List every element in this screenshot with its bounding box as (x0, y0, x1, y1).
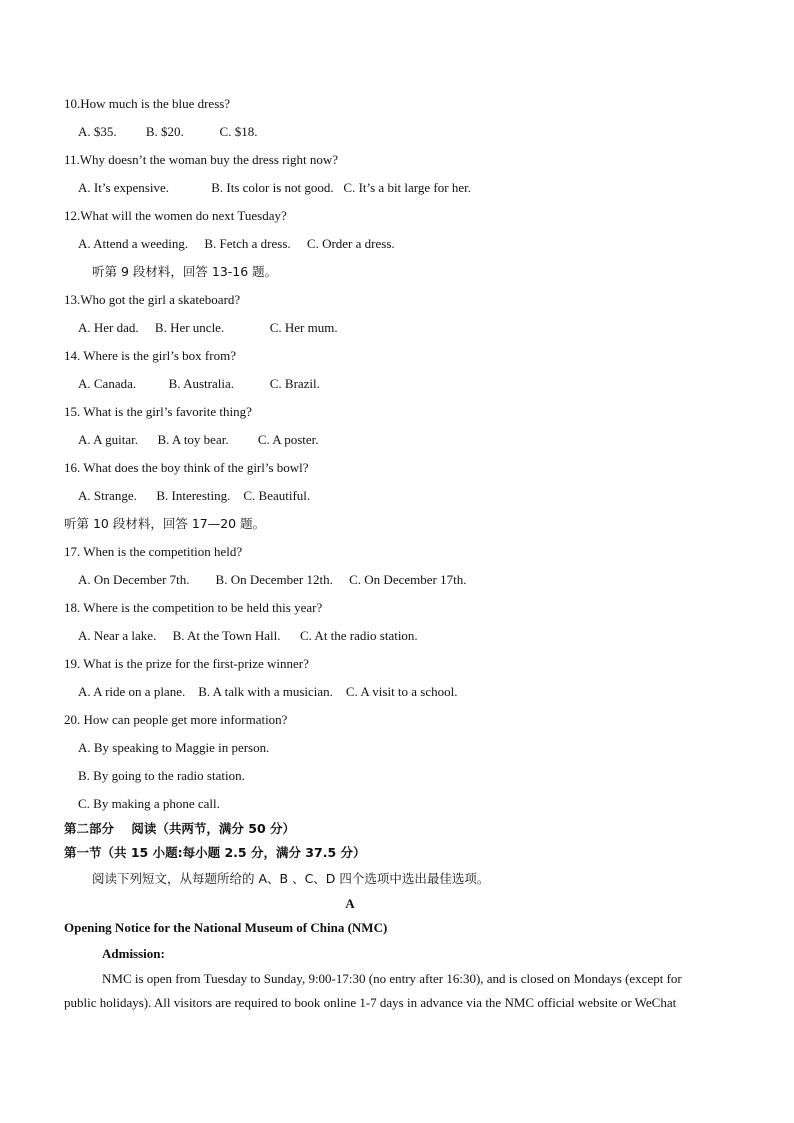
q16-options: A. Strange. B. Interesting. C. Beautiful. (78, 488, 311, 503)
section10-instruction: 听第 10 段材料，回答 17—20 题。 (64, 516, 266, 531)
admission-subheading: Admission: (102, 946, 165, 961)
passage-line-2: public holidays). All visitors are required to book online 1-7 days in advance via the NMC official website or WeChat (64, 995, 677, 1010)
q20-option-a: A. By speaking to Maggie in person. (78, 740, 270, 755)
q15-stem: 15. What is the girl’s favorite thing? (64, 404, 252, 419)
q20-stem: 20. How can people get more information? (64, 712, 288, 727)
reading-instruction: 阅读下列短文，从每题所给的 A、B 、C、D 四个选项中选出最佳选项。 (92, 871, 490, 886)
q12-options: A. Attend a weeding. B. Fetch a dress. C. Order a dress. (78, 236, 395, 251)
passage-line-1: NMC is open from Tuesday to Sunday, 9:00-17:30 (no entry after 16:30), and is closed on Mondays (except for (102, 971, 682, 986)
q13-stem: 13.Who got the girl a skateboard? (64, 292, 241, 307)
q15-options: A. A guitar. B. A toy bear. C. A poster. (78, 432, 319, 447)
q13-options: A. Her dad. B. Her uncle. C. Her mum. (78, 320, 338, 335)
q20-option-b: B. By going to the radio station. (78, 768, 245, 783)
q19-options: A. A ride on a plane. B. A talk with a musician. C. A visit to a school. (78, 684, 458, 699)
part2-heading: 第二部分 阅读（共两节，满分 50 分） (64, 821, 296, 836)
q11-options: A. It’s expensive. B. Its color is not good. C. It’s a bit large for her. (78, 180, 471, 195)
passage-letter: A (345, 896, 355, 911)
q18-options: A. Near a lake. B. At the Town Hall. C. At the radio station. (78, 628, 418, 643)
q10-stem: 10.How much is the blue dress? (64, 96, 231, 111)
q14-stem: 14. Where is the girl’s box from? (64, 348, 236, 363)
q18-stem: 18. Where is the competition to be held this year? (64, 600, 323, 615)
q17-stem: 17. When is the competition held? (64, 544, 243, 559)
q20-option-c: C. By making a phone call. (78, 796, 220, 811)
section1-heading: 第一节（共 15 小题:每小题 2.5 分，满分 37.5 分） (64, 845, 366, 860)
passage-title: Opening Notice for the National Museum of China (NMC) (64, 920, 388, 935)
q11-stem: 11.Why doesn’t the woman buy the dress right now? (64, 152, 339, 167)
q14-options: A. Canada. B. Australia. C. Brazil. (78, 376, 320, 391)
q19-stem: 19. What is the prize for the first-prize winner? (64, 656, 309, 671)
section9-instruction: 听第 9 段材料，回答 13-16 题。 (92, 264, 278, 279)
q16-stem: 16. What does the boy think of the girl’s bowl? (64, 460, 309, 475)
q12-stem: 12.What will the women do next Tuesday? (64, 208, 287, 223)
q10-options: A. $35. B. $20. C. $18. (78, 124, 258, 139)
q17-options: A. On December 7th. B. On December 12th. C. On December 17th. (78, 572, 467, 587)
